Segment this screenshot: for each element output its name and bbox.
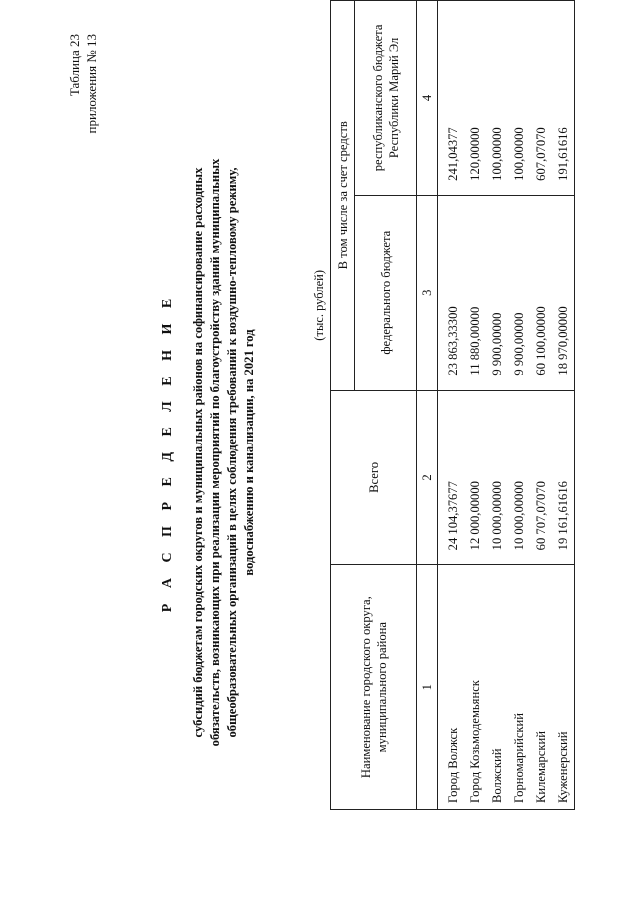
appendix-number: приложения № 13 (84, 34, 99, 134)
row-federal: 9 900,00000 (486, 195, 508, 390)
table-row (486, 1, 508, 810)
header-federal: федерального бюджета (355, 195, 417, 390)
row-name: Куженерский (552, 565, 575, 810)
row-republic: 607,07070 (530, 1, 552, 196)
table-number: Таблица 23 (67, 34, 82, 97)
column-number: 1 (417, 565, 438, 810)
distribution-table (330, 0, 575, 810)
row-total: 24 104,37677 (438, 390, 465, 565)
row-federal: 60 100,00000 (530, 195, 552, 390)
column-number: 3 (417, 195, 438, 390)
table-row (464, 1, 486, 810)
column-number: 2 (417, 390, 438, 565)
table-reference (66, 34, 100, 133)
row-name: Горномарийский (508, 565, 530, 810)
header-group: В том числе за счет средств (331, 1, 355, 391)
header-republic: республиканского бюджета Республики Марий Эл (355, 1, 417, 196)
row-total: 10 000,00000 (508, 390, 530, 565)
row-total: 12 000,00000 (464, 390, 486, 565)
row-name: Город Козьмодемьянск (464, 565, 486, 810)
row-republic: 120,00000 (464, 1, 486, 196)
column-numbers-row (417, 1, 438, 810)
row-name: Город Волжск (438, 565, 465, 810)
document-subtitle: субсидий бюджетам городских округов и муниципальных районов на софинансирование расходных обязательств, возникающих при реализации мероприятий по благоустройству зданий муниципальных общеобразовательных организаций в целях соблюдения требований к воздушно-тепловому режиму, водоснабжению и канализации, на 2021 год (191, 158, 256, 747)
row-total: 10 000,00000 (486, 390, 508, 565)
table-row (508, 1, 530, 810)
unit-label: (тыс. рублей) (312, 270, 326, 341)
row-name: Килемарский (530, 565, 552, 810)
table-row (438, 1, 465, 810)
row-republic: 100,00000 (508, 1, 530, 196)
row-republic: 191,61616 (552, 1, 575, 196)
row-total: 19 161,61616 (552, 390, 575, 565)
column-number: 4 (417, 1, 438, 196)
row-name: Волжский (486, 565, 508, 810)
row-federal: 9 900,00000 (508, 195, 530, 390)
document-title: Р А С П Р Е Д Е Л Е Н И Е (160, 292, 175, 613)
row-total: 60 707,07070 (530, 390, 552, 565)
row-republic: 100,00000 (486, 1, 508, 196)
row-federal: 11 880,00000 (464, 195, 486, 390)
header-total: Всего (331, 390, 417, 565)
table-row (552, 1, 575, 810)
row-federal: 18 970,00000 (552, 195, 575, 390)
table-row (530, 1, 552, 810)
row-republic: 241,04377 (438, 1, 465, 196)
row-federal: 23 863,33300 (438, 195, 465, 390)
header-name: Наименование городского округа, муниципального района (331, 565, 417, 810)
